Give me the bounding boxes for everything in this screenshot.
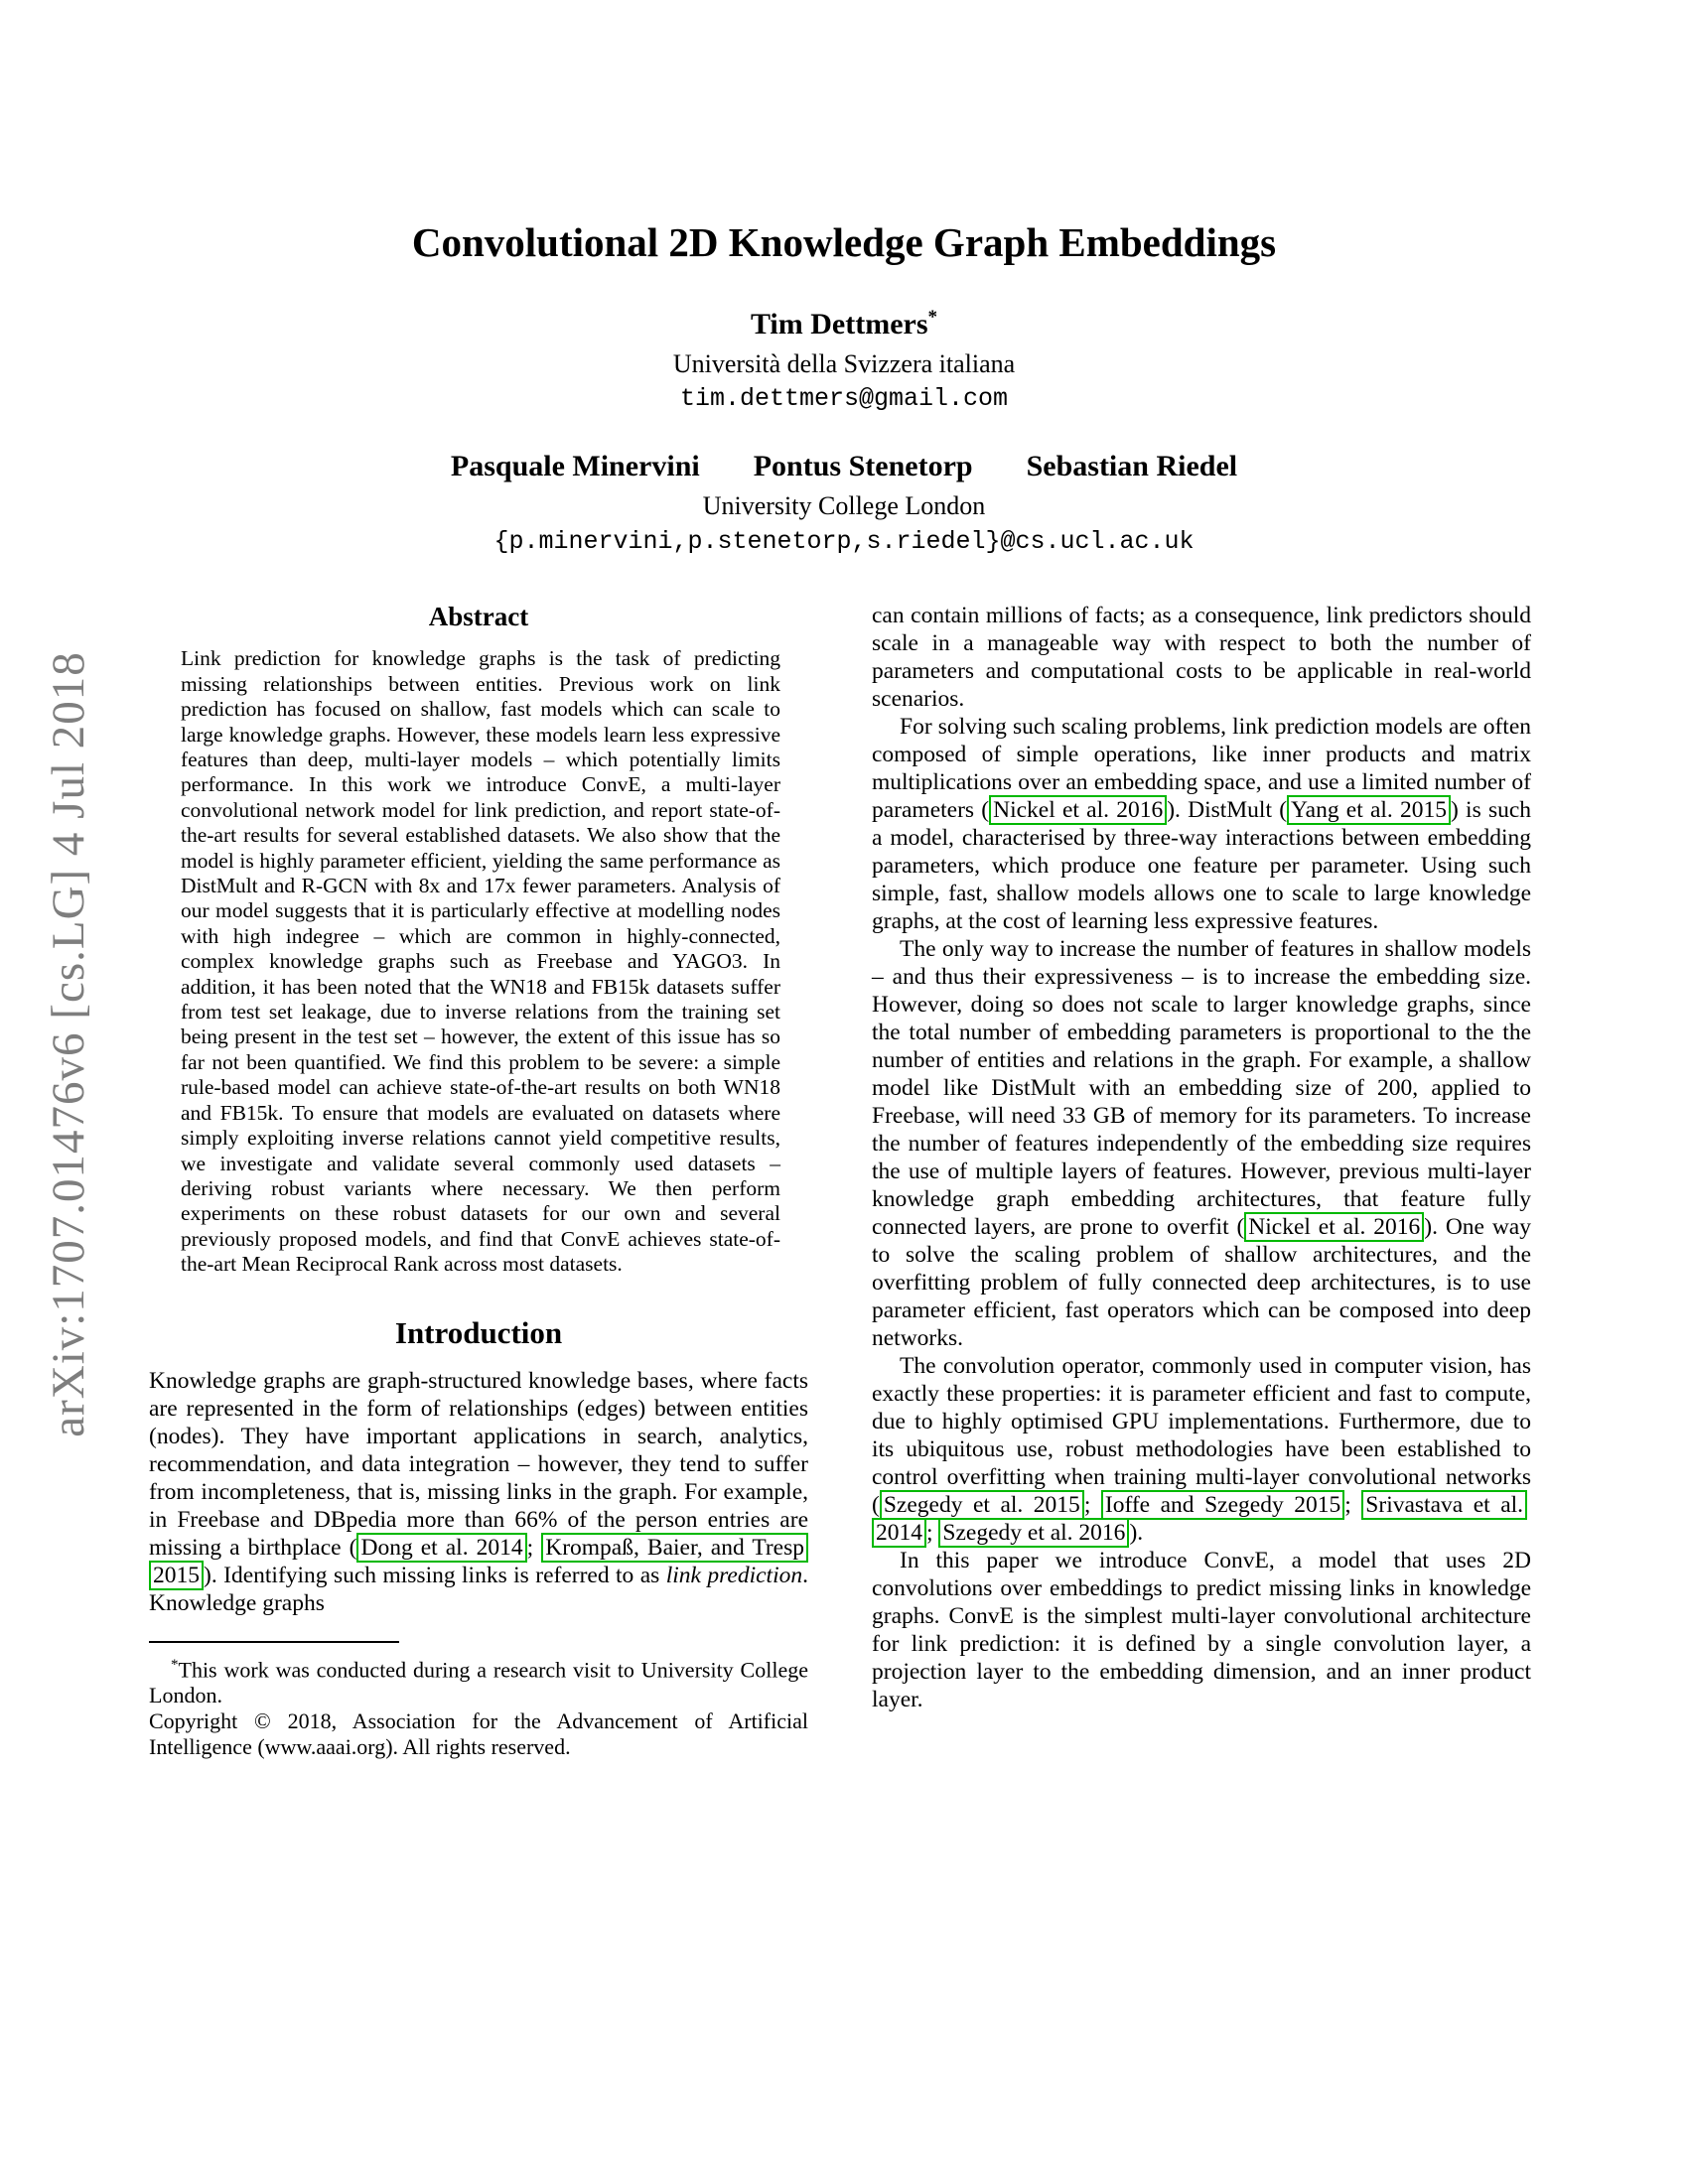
text-segment: Knowledge graphs are graph-structured knowledge bases, where facts are represented in the form of relationships (edges) between entities (nodes). They have important applications in search, analytics, recommendation, and data integration – however, they tend to suffer from incompleteness, that is, missing links in the graph. For example, in Freebase and DBpedia more than 66% of the person entries are missing a birthplace ( [149,1367,808,1561]
author-affiliation: University College London [702,490,986,520]
footnote-rule [149,1641,399,1643]
paper-header [0,0,1688,556]
footnote-line: Copyright © 2018, Association for the Advancement of Artificial Intelligence (www.aaai.org). All rights reserved. [149,1707,808,1759]
author-note-marker: * [927,307,938,329]
two-column-body [149,602,1531,1759]
text-segment: For solving such scaling problems, link prediction models are often composed of simple operations, like inner products and matrix multiplications over an embedding space, and use a limited number of parameters ( [872,714,1531,824]
abstract-text: Link prediction for knowledge graphs is the task of predicting missing relationships between entities. Previous work on link prediction has focused on shallow, fast models which can scale to large knowledge graphs. However, these models learn less expressive features than deep, multi-layer models – which potentially limits performance. In this work we introduce ConvE, a multi-layer convolutional network model for link prediction, and report state-of-the-art results for several established datasets. We also show that the model is highly parameter efficient, yielding the same performance as DistMult and R-GCN with 8x and 17x fewer parameters. Analysis of our model suggests that it is particularly effective at modelling nodes with high indegree – which are common in highly-connected, complex knowledge graphs such as Freebase and YAGO3. In addition, it has been noted that the WN18 and FB15k datasets suffer from test set leakage, due to inverse relations from the training set being present in the test set – however, the extent of this issue has so far not been quantified. We find this problem to be severe: a simple rule-based model can achieve state-of-the-art results on both WN18 and FB15k. To ensure that models are evaluated on datasets where simply exploiting inverse relations cannot yield competitive results, we investigate and validate several commonly used datasets – deriving robust variants where necessary. We then perform experiments on these robust datasets for our own and several previously proposed models, and find that ConvE achieves state-of-the-art Mean Reciprocal Rank across most datasets. [181,646,780,1277]
citation-link[interactable]: Dong et al. 2014 [356,1533,526,1563]
citation-link[interactable]: Yang et al. 2015 [1287,795,1451,825]
abstract-heading: Abstract [428,602,529,632]
text-segment: ). One way to solve the scaling problem of shallow architectures, and the overfitting problem of fully connected deep architectures, is to use parameter efficient, fast operators which can be composed into deep networks. [872,1214,1531,1352]
paragraph [872,713,1531,935]
paper-title: Convolutional 2D Knowledge Graph Embeddings [411,219,1277,265]
left-column [149,602,808,1759]
author-affiliation: Università della Svizzera italiana [672,348,1016,378]
paragraph: In this paper we introduce ConvE, a model that uses 2D convolutions over embeddings to predict missing links in knowledge graphs. ConvE is the simplest multi-layer convolutional architecture for link prediction: it is defined by a single convolution layer, a projection layer to the embedding dimension, and an inner product layer. [872,1548,1531,1713]
text-segment: ). DistMult ( [1167,797,1288,824]
citation-link[interactable]: Szegedy et al. 2016 [938,1518,1129,1548]
text-segment: The only way to increase the number of features in shallow models – and thus their expressiveness – is to increase the embedding size. However, doing so does not scale to larger knowledge graphs, since the total number of embedding parameters is proportional to the the number of entities and relations in the graph. For example, a shallow model like DistMult with an embedding size of 200, applied to Freebase, will need 33 GB of memory for its parameters. To increase the number of features independently of the embedding size requires the use of multiple layers of features. However, previous multi-layer knowledge graph embedding architectures, that feature fully connected layers, are prone to overfit ( [872,936,1531,1241]
author-name-row [0,450,1688,484]
author-name: Tim Dettmers [750,308,928,341]
footnote-line [149,1652,808,1708]
text-segment: ). Identifying such missing links is referred to as [204,1562,666,1588]
text-segment: The convolution operator, commonly used in computer vision, has exactly these properties: it is parameter efficient and fast to compute, due to highly optimised GPU implementations. Furthermore, due to its ubiquitous use, robust methodologies have been established to control overfitting when training multi-layer convolutional networks ( [872,1353,1531,1519]
author-name: Sebastian Riedel [1026,450,1238,483]
author-block-group [0,450,1688,556]
author-email: {p.minervini,p.stenetorp,s.riedel}@cs.ucl.ac.uk [493,526,1195,556]
author-name-row [0,307,1688,342]
text-segment: ; [926,1520,939,1547]
footnote [149,1641,808,1760]
citation-link[interactable]: Nickel et al. 2016 [989,795,1167,825]
author-email: tim.dettmers@gmail.com [679,384,1009,414]
citation-link[interactable]: Nickel et al. 2016 [1244,1212,1424,1242]
footnote-marker: * [171,1656,179,1673]
citation-link[interactable]: Ioffe and Szegedy 2015 [1101,1490,1344,1520]
section-heading-introduction: Introduction [394,1314,563,1350]
author-name: Pontus Stenetorp [753,450,973,483]
arxiv-watermark: arXiv:1707.01476v6 [cs.LG] 4 Jul 2018 [43,651,94,1437]
citation-link[interactable]: Szegedy et al. 2015 [880,1490,1084,1520]
paragraph [872,935,1531,1352]
text-segment: ; [526,1534,542,1561]
paragraph [149,1367,808,1617]
text-segment: ). [1129,1520,1144,1547]
italic-term: link prediction [665,1562,803,1588]
text-segment: . Knowledge graphs [149,1562,808,1616]
paragraph [872,1352,1531,1547]
text-segment: ; [1083,1492,1101,1519]
text-segment: ; [1344,1492,1362,1519]
right-column [872,602,1531,1713]
text-segment: ) is such a model, characterised by three-way interactions between embedding parameters, which produce one feature per parameter. Using such simple, fast, shallow models allows one to scale to large knowledge graphs, at the cost of learning less expressive features. [872,797,1532,935]
paragraph: can contain millions of facts; as a consequence, link predictors should scale in a manageable way with respect to both the number of parameters and computational costs to be applicable in real-world scenarios. [872,603,1531,713]
author-block-primary [0,307,1688,414]
footnote-text: This work was conducted during a research visit to University College London. [149,1656,808,1707]
author-name: Pasquale Minervini [450,450,700,483]
citation-link[interactable]: Srivastava et al. 2014 [872,1490,1527,1548]
citation-link[interactable]: Krompaß, Baier, and Tresp 2015 [149,1533,808,1590]
